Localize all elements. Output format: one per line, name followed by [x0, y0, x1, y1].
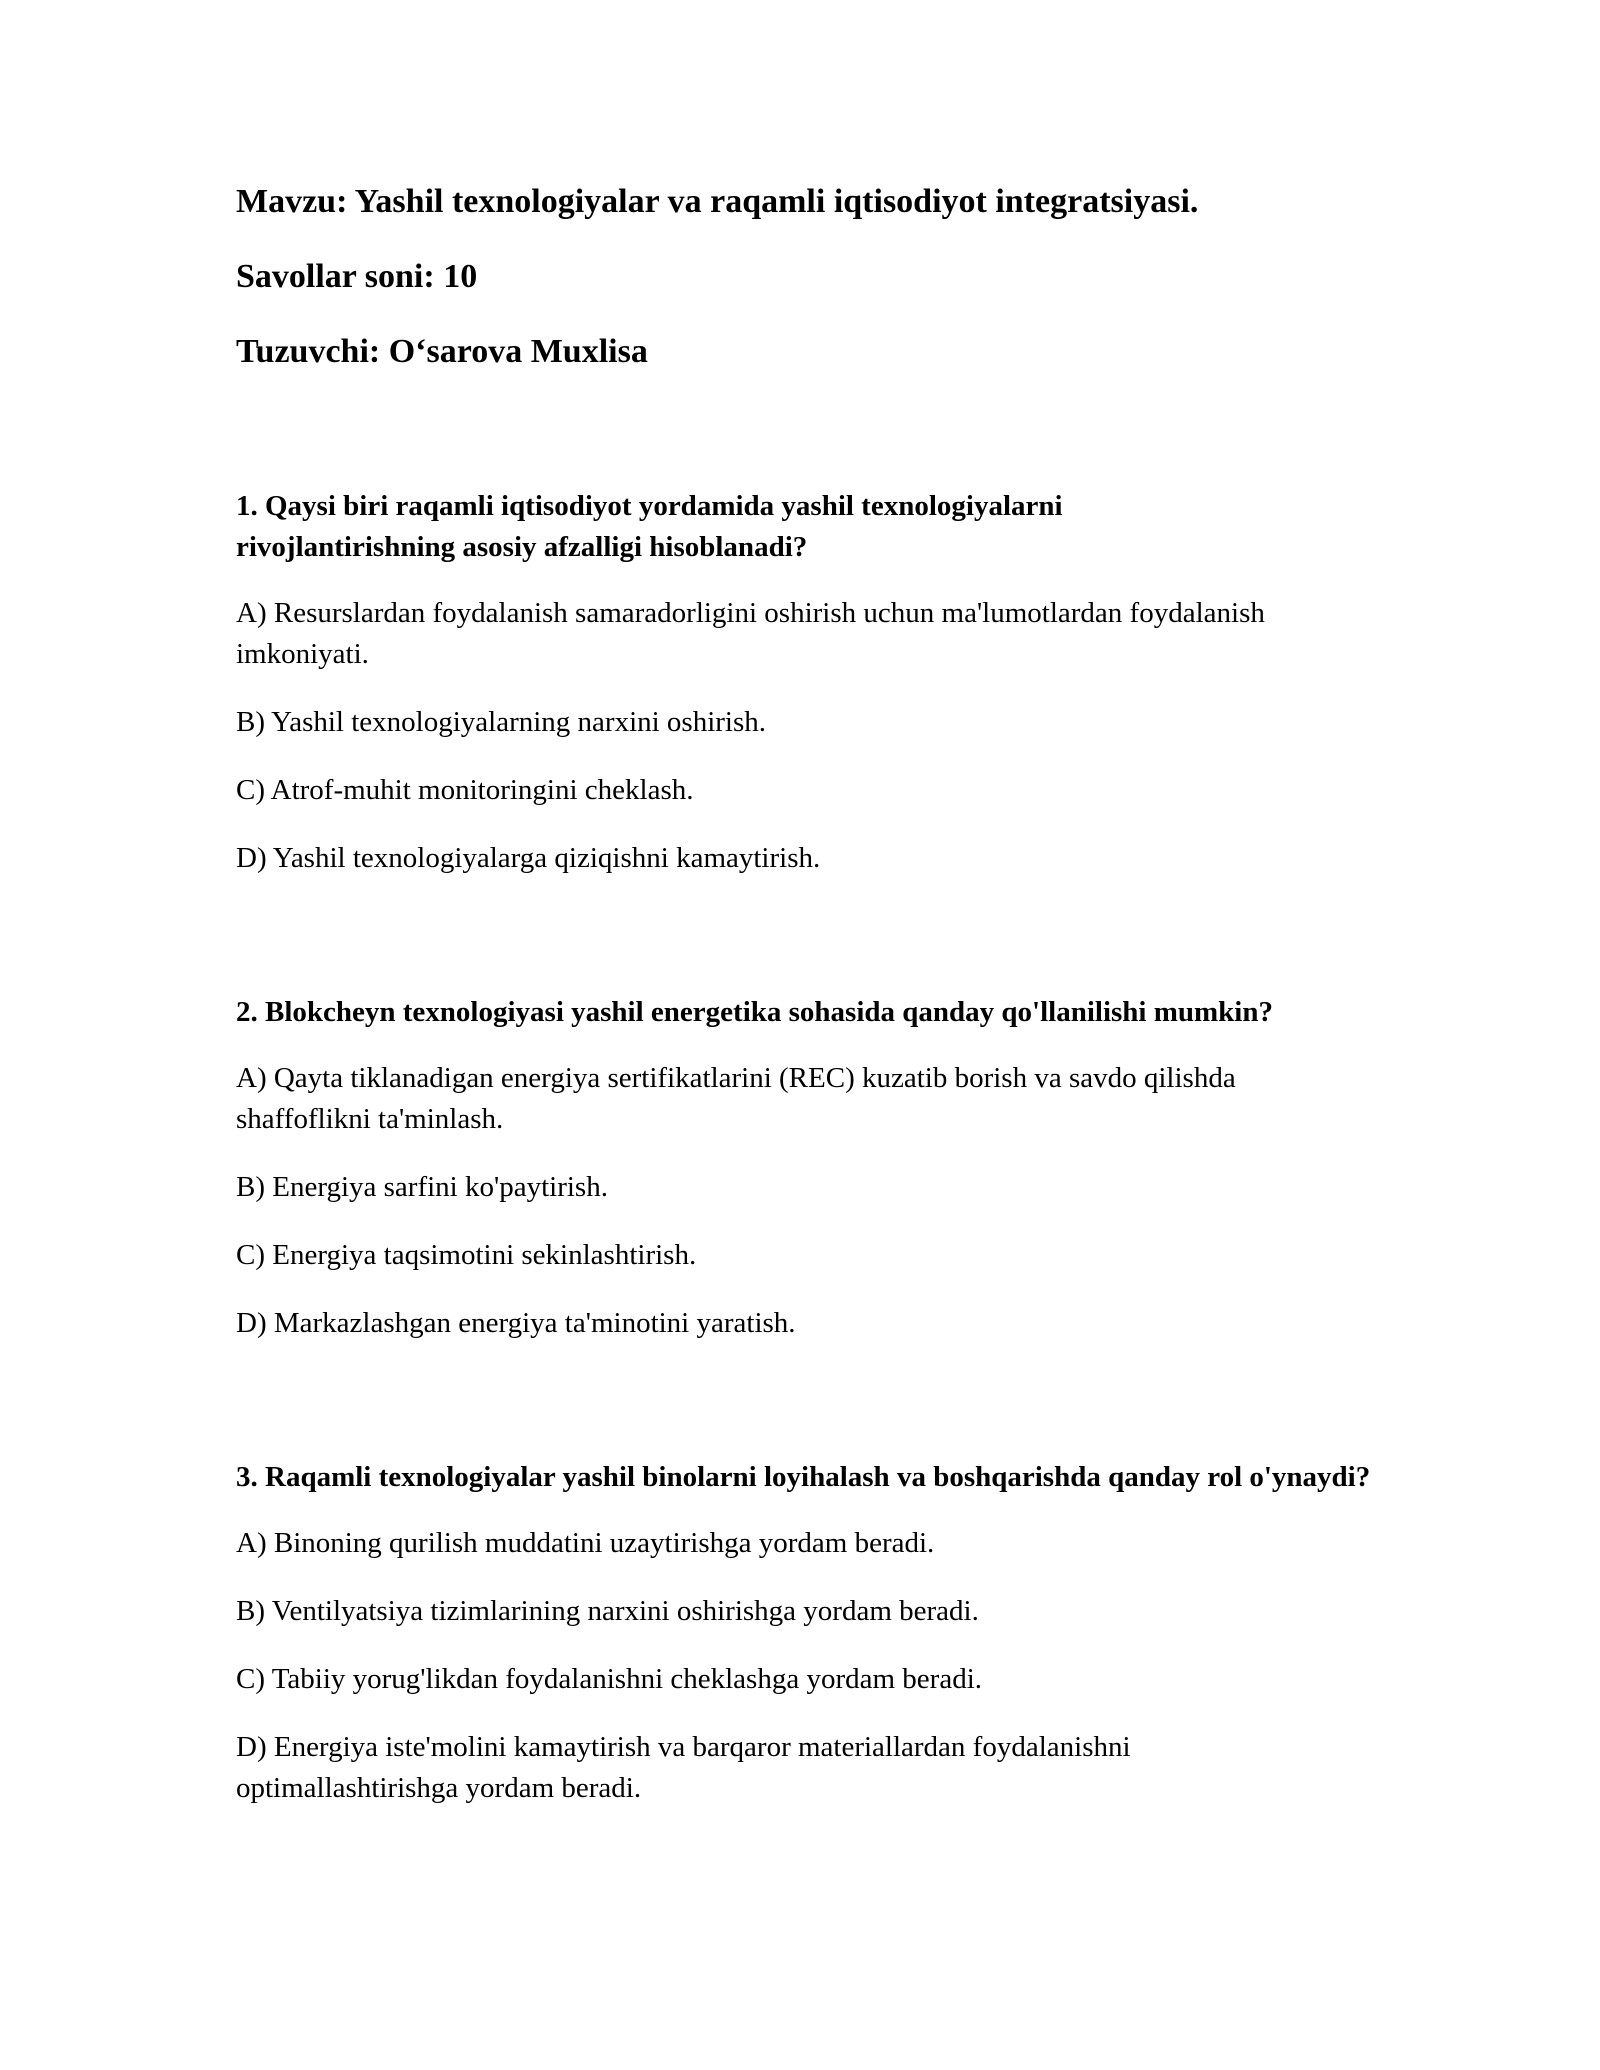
option-d: D) Energiya iste'molini kamaytirish va barqaror materiallardan foydalanishni optimallashtirishga yordam beradi.	[236, 1731, 1131, 1804]
question-spacer	[236, 1371, 1386, 1457]
option-a: A) Resurslardan foydalanish samaradorligini oshirish uchun ma'lumotlardan foydalanish imkoniyati.	[236, 597, 1265, 670]
document-page	[236, 180, 1386, 1836]
author-line: Tuzuvchi: O‘sarova Muxlisa	[236, 333, 648, 370]
question-1	[236, 486, 1386, 879]
option-b: B) Ventilyatsiya tizimlarining narxini oshirishga yordam beradi.	[236, 1595, 979, 1627]
question-3	[236, 1457, 1386, 1809]
question-text: 1. Qaysi biri raqamli iqtisodiyot yordamida yashil texnologiyalarni rivojlantirishning asosiy afzalligi hisoblanadi?	[236, 490, 1063, 563]
question-count: Savollar soni: 10	[236, 258, 478, 295]
option-a: A) Qayta tiklanadigan energiya sertifikatlarini (REC) kuzatib borish va savdo qilishda shaffoflikni ta'minlash.	[236, 1062, 1236, 1135]
option-c: C) Tabiiy yorug'likdan foydalanishni cheklashga yordam beradi.	[236, 1663, 982, 1695]
option-d: D) Markazlashgan energiya ta'minotini yaratish.	[236, 1307, 796, 1339]
option-b: B) Yashil texnologiyalarning narxini oshirish.	[236, 706, 767, 738]
option-d: D) Yashil texnologiyalarga qiziqishni kamaytirish.	[236, 842, 821, 874]
topic-title: Mavzu: Yashil texnologiyalar va raqamli iqtisodiyot integratsiyasi.	[236, 183, 1199, 220]
question-text: 2. Blokcheyn texnologiyasi yashil energetika sohasida qanday qo'llanilishi mumkin?	[236, 996, 1273, 1028]
question-2	[236, 992, 1386, 1344]
option-c: C) Atrof-muhit monitoringini cheklash.	[236, 774, 694, 806]
option-a: A) Binoning qurilish muddatini uzaytirishga yordam beradi.	[236, 1527, 935, 1559]
option-c: C) Energiya taqsimotini sekinlashtirish.	[236, 1239, 697, 1271]
question-text: 3. Raqamli texnologiyalar yashil binolarni loyihalash va boshqarishda qanday rol o'ynaydi?	[236, 1461, 1371, 1493]
option-b: B) Energiya sarfini ko'paytirish.	[236, 1171, 608, 1203]
question-spacer	[236, 906, 1386, 992]
document-header	[236, 180, 1386, 374]
